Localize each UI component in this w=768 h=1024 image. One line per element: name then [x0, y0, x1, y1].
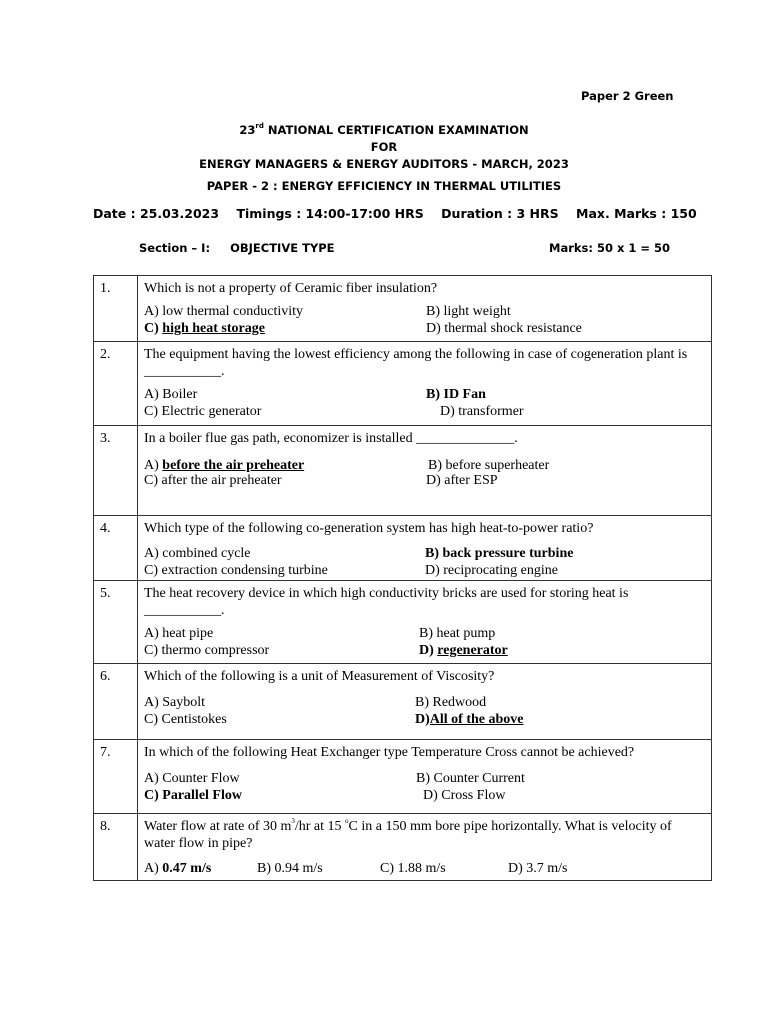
- question-row: [94, 740, 712, 814]
- exam-number: 23: [239, 123, 256, 137]
- question-text: The equipment having the lowest efficiency among the following in case of cogeneration plant is ___________.: [144, 347, 688, 379]
- question-number: 7.: [94, 740, 138, 814]
- option-d-answer: All of the above: [429, 712, 524, 727]
- option-a: A) heat pipe: [144, 626, 214, 641]
- option-d-prefix: D): [415, 712, 430, 727]
- question-row: [94, 516, 712, 581]
- section-title: Section – I: OBJECTIVE TYPE: [139, 241, 335, 255]
- option-b: B) before superheater: [428, 458, 550, 473]
- question-text: Which type of the following co-generation system has high heat-to-power ratio?: [144, 521, 594, 536]
- option-d-answer: regenerator: [437, 643, 508, 658]
- question-row: [94, 342, 712, 426]
- option-c-answer: high heat storage: [162, 321, 265, 336]
- option-c: C) 1.88 m/s: [380, 861, 446, 876]
- question-text: The heat recovery device in which high conductivity bricks are used for storing heat is ___________.: [144, 586, 629, 618]
- question-text-part: /hr at 15: [294, 819, 346, 834]
- question-number: 5.: [94, 581, 138, 664]
- option-a: A) Boiler: [144, 387, 198, 402]
- option-b-correct: B) ID Fan: [426, 387, 486, 402]
- option-d: D) thermal shock resistance: [426, 321, 582, 336]
- exam-number-suffix: rd: [255, 122, 264, 131]
- option-c-correct: [144, 320, 265, 337]
- superscript-cubed: 3: [291, 817, 295, 826]
- exam-info-line: Date : 25.03.2023 Timings : 14:00-17:00 HRS Duration : 3 HRS Max. Marks : 150: [93, 206, 697, 221]
- option-d: D) after ESP: [426, 473, 498, 488]
- option-d: D) 3.7 m/s: [508, 861, 568, 876]
- question-number: 8.: [94, 814, 138, 881]
- option-b: B) Counter Current: [416, 771, 525, 786]
- exam-title: [0, 123, 768, 137]
- question-text: [144, 818, 705, 852]
- question-row: [94, 814, 712, 881]
- degree-symbol: o: [345, 817, 349, 826]
- option-c: C) Centistokes: [144, 712, 227, 727]
- option-a-answer: 0.47 m/s: [162, 861, 212, 876]
- question-text: Which of the following is a unit of Measurement of Viscosity?: [144, 669, 495, 684]
- option-a: A) Counter Flow: [144, 771, 240, 786]
- question-row: [94, 276, 712, 342]
- option-c: C) thermo compressor: [144, 643, 270, 658]
- option-d-correct: [419, 642, 508, 659]
- question-text: In a boiler flue gas path, economizer is installed ______________.: [144, 431, 518, 446]
- option-a: A) low thermal conductivity: [144, 304, 304, 319]
- question-row: [94, 664, 712, 740]
- paper-title: PAPER - 2 : ENERGY EFFICIENCY IN THERMAL UTILITIES: [206, 179, 562, 193]
- question-text: Which is not a property of Ceramic fiber insulation?: [144, 281, 438, 296]
- question-number: 3.: [94, 426, 138, 516]
- question-number: 1.: [94, 276, 138, 342]
- option-d-prefix: D): [419, 643, 438, 658]
- question-number: 6.: [94, 664, 138, 740]
- question-row: [94, 581, 712, 664]
- option-a-answer: before the air preheater: [162, 458, 305, 473]
- question-text-part: Water flow at rate of 30 m: [144, 819, 292, 834]
- option-c-prefix: C): [144, 321, 163, 336]
- option-a: A) Saybolt: [144, 695, 206, 710]
- option-d: D) reciprocating engine: [425, 563, 558, 578]
- option-c-correct: C) Parallel Flow: [144, 788, 242, 803]
- exam-title-text: NATIONAL CERTIFICATION EXAMINATION: [263, 123, 529, 137]
- option-b-correct: B) back pressure turbine: [425, 546, 574, 561]
- option-a-prefix: A): [144, 861, 163, 876]
- option-b: B) 0.94 m/s: [257, 861, 323, 876]
- option-b: B) Redwood: [415, 695, 487, 710]
- exam-for: FOR: [370, 140, 398, 154]
- option-c: C) extraction condensing turbine: [144, 563, 328, 578]
- option-a-prefix: A): [144, 458, 163, 473]
- question-text-part: C in a 150 mm bore pipe horizontally. What is velocity of water flow in pipe?: [144, 819, 672, 851]
- question-number: 4.: [94, 516, 138, 581]
- option-c: C) after the air preheater: [144, 473, 282, 488]
- section-marks: Marks: 50 x 1 = 50: [549, 241, 671, 255]
- option-c: C) Electric generator: [144, 404, 262, 419]
- option-d-correct: [415, 711, 524, 728]
- question-row: [94, 426, 712, 516]
- option-a-correct: [144, 860, 211, 877]
- question-text: In which of the following Heat Exchanger type Temperature Cross cannot be achieved?: [144, 745, 635, 760]
- option-d: D) transformer: [440, 404, 524, 419]
- question-number: 2.: [94, 342, 138, 426]
- option-a: A) combined cycle: [144, 546, 251, 561]
- option-b: B) heat pump: [419, 626, 496, 641]
- option-d: D) Cross Flow: [423, 788, 506, 803]
- exam-audience: ENERGY MANAGERS & ENERGY AUDITORS - MARCH, 2023: [199, 157, 569, 171]
- questions-table: [93, 275, 712, 881]
- option-b: B) light weight: [426, 304, 511, 319]
- paper-tag: Paper 2 Green: [581, 89, 674, 103]
